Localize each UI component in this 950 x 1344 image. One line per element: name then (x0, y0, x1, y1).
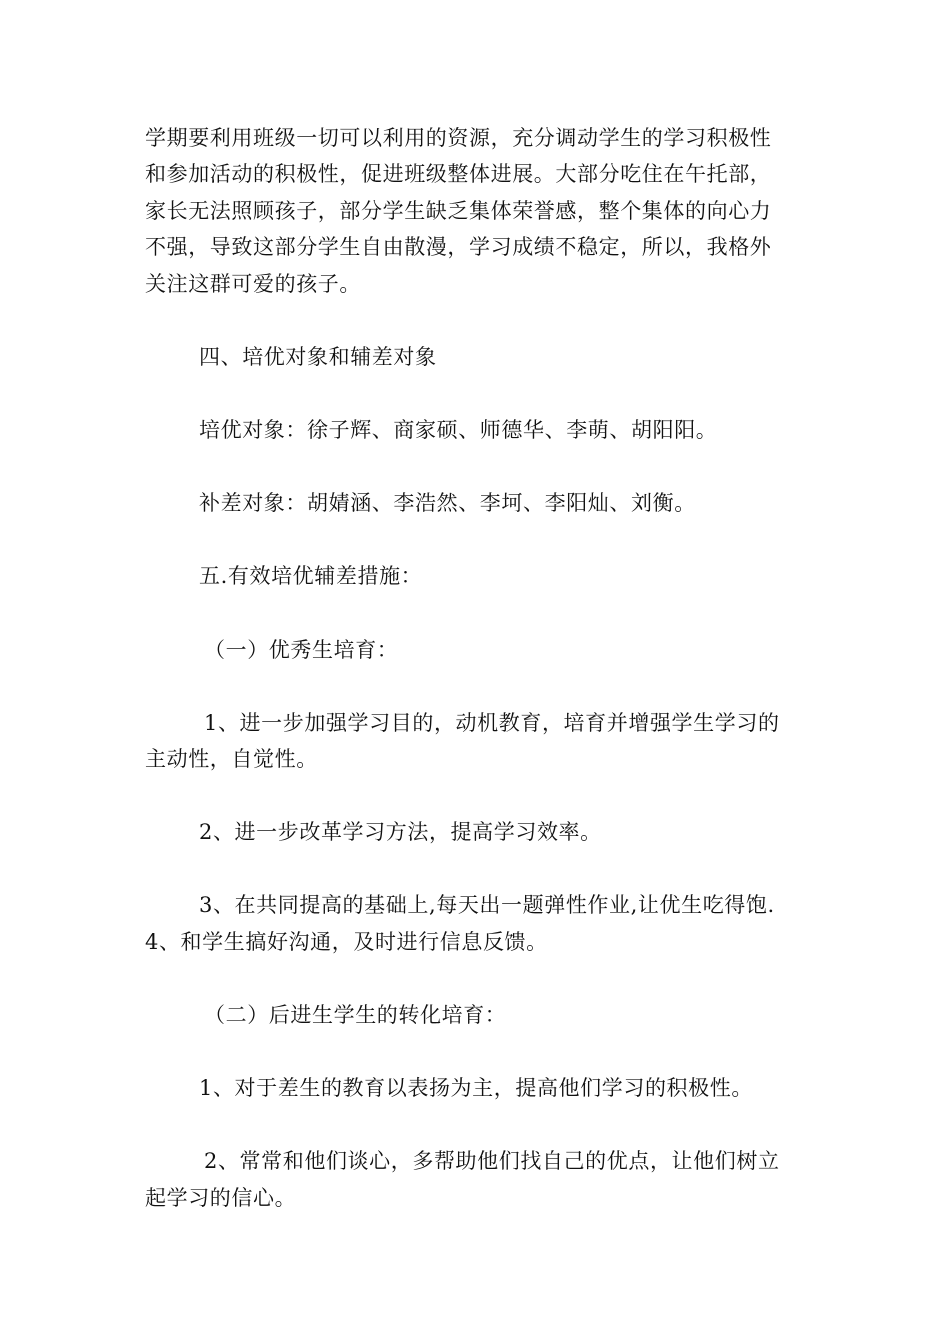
list-item: 1、进一步加强学习目的，动机教育，培育并增强学生学习的 (204, 711, 780, 735)
paragraph-line: 不强，导致这部分学生自由散漫，学习成绩不稳定，所以，我格外 (145, 235, 772, 259)
list-item: 1、对于差生的教育以表扬为主，提高他们学习的积极性。 (199, 1076, 753, 1100)
paragraph-line: 关注这群可爱的孩子。 (145, 272, 361, 296)
list-item-continued: 起学习的信心。 (145, 1186, 297, 1210)
paragraph-line: 和参加活动的积极性，促进班级整体进展。大部分吃住在午托部， (145, 162, 772, 186)
support-students-list: 补差对象：胡婧涵、李浩然、李坷、李阳灿、刘衡。 (199, 491, 696, 515)
section-heading-5: 五.有效培优辅差措施： (199, 564, 423, 588)
paragraph-line: 学期要利用班级一切可以利用的资源，充分调动学生的学习积极性 (145, 126, 772, 150)
subsection-heading-2: （二）后进生学生的转化培育： (204, 1003, 507, 1027)
list-item: 3、在共同提高的基础上,每天出一题弹性作业,让优生吃得饱. (199, 893, 775, 917)
list-item: 2、进一步改革学习方法，提高学习效率。 (199, 820, 602, 844)
section-heading-4: 四、培优对象和辅差对象 (199, 345, 437, 369)
list-item: 4、和学生搞好沟通，及时进行信息反馈。 (145, 930, 548, 954)
excellent-students-list: 培优对象：徐子辉、商家硕、师德华、李萌、胡阳阳。 (199, 418, 718, 442)
list-item-continued: 主动性，自觉性。 (145, 747, 318, 771)
subsection-heading-1: （一）优秀生培育： (204, 638, 399, 662)
list-item: 2、常常和他们谈心，多帮助他们找自己的优点，让他们树立 (204, 1149, 780, 1173)
paragraph-line: 家长无法照顾孩子，部分学生缺乏集体荣誉感，整个集体的向心力 (145, 199, 772, 223)
